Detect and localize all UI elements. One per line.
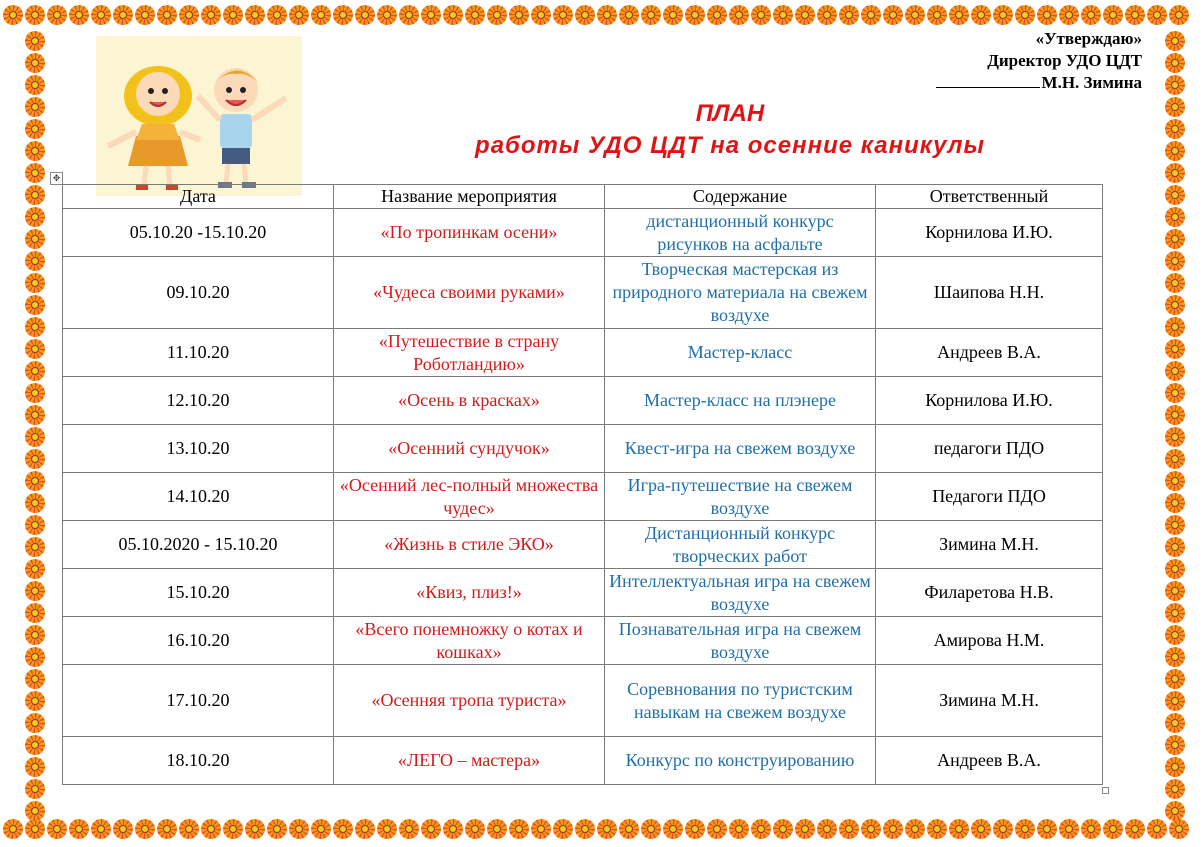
sun-border-icon — [24, 580, 46, 602]
row-responsible: Шаипова Н.Н. — [876, 257, 1103, 329]
table-row — [63, 473, 1103, 521]
approval-line-3 — [936, 72, 1142, 94]
table-row — [63, 521, 1103, 569]
row-date: 13.10.20 — [63, 425, 334, 473]
sun-border-icon — [684, 4, 706, 26]
sun-border-icon — [1164, 162, 1186, 184]
sun-border-icon — [90, 818, 112, 840]
sun-border-icon — [728, 4, 750, 26]
row-event: «Осенний лес-полный множества чудес» — [334, 473, 605, 521]
row-event: «Путешествие в страну Роботландию» — [334, 329, 605, 377]
table-row — [63, 209, 1103, 257]
row-date: 12.10.20 — [63, 377, 334, 425]
sun-border-icon — [1102, 4, 1124, 26]
sun-border-icon — [68, 818, 90, 840]
sun-border-icon — [750, 818, 772, 840]
sun-border-icon — [772, 818, 794, 840]
sun-border-icon — [904, 818, 926, 840]
sun-border-icon — [200, 4, 222, 26]
row-responsible: Зимина М.Н. — [876, 521, 1103, 569]
row-event: «Осенний сундучок» — [334, 425, 605, 473]
row-responsible: Амирова Н.М. — [876, 617, 1103, 665]
sun-border-icon — [24, 602, 46, 624]
sun-border-icon — [24, 206, 46, 228]
sun-border-icon — [662, 4, 684, 26]
sun-border-icon — [398, 4, 420, 26]
row-content: Квест-игра на свежем воздухе — [605, 425, 876, 473]
sun-border-icon — [508, 4, 530, 26]
sun-border-icon — [24, 250, 46, 272]
header-event: Название мероприятия — [334, 185, 605, 209]
sun-border-icon — [860, 4, 882, 26]
sun-border-icon — [24, 690, 46, 712]
sun-border-icon — [24, 118, 46, 140]
sun-border-icon — [2, 4, 24, 26]
sun-border-icon — [1164, 514, 1186, 536]
sun-border-icon — [772, 4, 794, 26]
row-content: Конкурс по конструированию — [605, 737, 876, 785]
sun-border-icon — [288, 818, 310, 840]
sun-border-icon — [244, 818, 266, 840]
sun-border-icon — [24, 448, 46, 470]
table-resize-handle[interactable] — [1102, 787, 1109, 794]
sun-border-icon — [640, 818, 662, 840]
sun-border-icon — [24, 74, 46, 96]
sun-border-icon — [794, 818, 816, 840]
sun-border-icon — [1164, 30, 1186, 52]
sun-border-icon — [1164, 382, 1186, 404]
sun-border-icon — [1164, 668, 1186, 690]
sun-border-icon — [310, 4, 332, 26]
table-row — [63, 377, 1103, 425]
sun-border-icon — [398, 818, 420, 840]
row-date: 14.10.20 — [63, 473, 334, 521]
sun-border-icon — [860, 818, 882, 840]
sun-border-icon — [24, 646, 46, 668]
border-bottom — [2, 818, 1190, 840]
approval-signer: М.Н. Зимина — [1041, 73, 1142, 92]
sun-border-icon — [354, 818, 376, 840]
sun-border-icon — [112, 818, 134, 840]
sun-border-icon — [948, 4, 970, 26]
sun-border-icon — [68, 4, 90, 26]
row-content: Дистанционный конкурс творческих работ — [605, 521, 876, 569]
sun-border-icon — [310, 818, 332, 840]
row-event: «Жизнь в стиле ЭКО» — [334, 521, 605, 569]
sun-border-icon — [926, 818, 948, 840]
sun-border-icon — [178, 4, 200, 26]
sun-border-icon — [640, 4, 662, 26]
sun-border-icon — [24, 30, 46, 52]
row-responsible: педагоги ПДО — [876, 425, 1103, 473]
sun-border-icon — [662, 818, 684, 840]
sun-border-icon — [24, 558, 46, 580]
table-row — [63, 257, 1103, 329]
sun-border-icon — [112, 4, 134, 26]
sun-border-icon — [1164, 800, 1186, 822]
plan-table — [62, 184, 1103, 785]
sun-border-icon — [1164, 74, 1186, 96]
row-date: 09.10.20 — [63, 257, 334, 329]
sun-border-icon — [992, 4, 1014, 26]
row-event: «ЛЕГО – мастера» — [334, 737, 605, 785]
sun-border-icon — [882, 4, 904, 26]
sun-border-icon — [1164, 360, 1186, 382]
sun-border-icon — [24, 668, 46, 690]
sun-border-icon — [1164, 448, 1186, 470]
row-content: Интеллектуальная игра на свежем воздухе — [605, 569, 876, 617]
sun-border-icon — [24, 624, 46, 646]
sun-border-icon — [24, 140, 46, 162]
sun-border-icon — [1124, 4, 1146, 26]
sun-border-icon — [1164, 272, 1186, 294]
sun-border-icon — [1164, 756, 1186, 778]
row-responsible: Андреев В.А. — [876, 737, 1103, 785]
sun-border-icon — [464, 818, 486, 840]
sun-border-icon — [706, 818, 728, 840]
sun-border-icon — [1058, 4, 1080, 26]
sun-border-icon — [178, 818, 200, 840]
sun-border-icon — [618, 818, 640, 840]
sun-border-icon — [1164, 646, 1186, 668]
sun-border-icon — [24, 778, 46, 800]
sun-border-icon — [508, 818, 530, 840]
sun-border-icon — [794, 4, 816, 26]
sun-border-icon — [486, 818, 508, 840]
sun-border-icon — [24, 800, 46, 822]
sun-border-icon — [24, 272, 46, 294]
sun-border-icon — [1164, 206, 1186, 228]
sun-border-icon — [24, 712, 46, 734]
sun-border-icon — [1102, 818, 1124, 840]
sun-border-icon — [200, 818, 222, 840]
sun-border-icon — [1164, 778, 1186, 800]
sun-border-icon — [574, 4, 596, 26]
sun-border-icon — [156, 4, 178, 26]
sun-border-icon — [354, 4, 376, 26]
border-left — [24, 30, 46, 822]
sun-border-icon — [266, 818, 288, 840]
approval-line-2: Директор УДО ЦДТ — [987, 51, 1142, 70]
sun-border-icon — [1164, 96, 1186, 118]
row-date: 15.10.20 — [63, 569, 334, 617]
table-header-row — [63, 185, 1103, 209]
sun-border-icon — [1080, 818, 1102, 840]
sun-border-icon — [24, 96, 46, 118]
row-responsible: Корнилова И.Ю. — [876, 377, 1103, 425]
row-date: 11.10.20 — [63, 329, 334, 377]
sun-border-icon — [926, 4, 948, 26]
sun-border-icon — [244, 4, 266, 26]
sun-border-icon — [24, 426, 46, 448]
sun-border-icon — [288, 4, 310, 26]
sun-border-icon — [706, 4, 728, 26]
sun-border-icon — [1164, 426, 1186, 448]
table-row — [63, 617, 1103, 665]
row-responsible: Корнилова И.Ю. — [876, 209, 1103, 257]
sun-border-icon — [24, 470, 46, 492]
row-date: 05.10.20 -15.10.20 — [63, 209, 334, 257]
sun-border-icon — [1168, 4, 1190, 26]
sun-border-icon — [24, 294, 46, 316]
sun-border-icon — [266, 4, 288, 26]
sun-border-icon — [24, 756, 46, 778]
sun-border-icon — [1164, 404, 1186, 426]
sun-border-icon — [90, 4, 112, 26]
page-title: ПЛАН — [695, 100, 765, 127]
row-event: «Квиз, плиз!» — [334, 569, 605, 617]
sun-border-icon — [2, 818, 24, 840]
row-content: дистанционный конкурс рисунков на асфальте — [605, 209, 876, 257]
sun-border-icon — [838, 818, 860, 840]
table-move-icon[interactable]: ✥ — [50, 172, 63, 185]
row-event: «Всего понемножку о котах и кошках» — [334, 617, 605, 665]
sun-border-icon — [970, 818, 992, 840]
sun-border-icon — [1164, 536, 1186, 558]
sun-border-icon — [24, 228, 46, 250]
sun-border-icon — [1124, 818, 1146, 840]
sun-border-icon — [24, 338, 46, 360]
row-content: Мастер-класс — [605, 329, 876, 377]
sun-border-icon — [332, 818, 354, 840]
kids-illustration — [96, 36, 302, 196]
row-date: 17.10.20 — [63, 665, 334, 737]
sun-border-icon — [442, 818, 464, 840]
sun-border-icon — [1058, 818, 1080, 840]
sun-border-icon — [222, 818, 244, 840]
sun-border-icon — [1014, 818, 1036, 840]
sun-border-icon — [442, 4, 464, 26]
sun-border-icon — [24, 184, 46, 206]
sun-border-icon — [222, 4, 244, 26]
sun-border-icon — [420, 818, 442, 840]
sun-border-icon — [486, 4, 508, 26]
sun-border-icon — [24, 52, 46, 74]
sun-border-icon — [970, 4, 992, 26]
sun-border-icon — [596, 4, 618, 26]
sun-border-icon — [882, 818, 904, 840]
sun-border-icon — [1164, 184, 1186, 206]
sun-border-icon — [24, 360, 46, 382]
sun-border-icon — [750, 4, 772, 26]
sun-border-icon — [24, 316, 46, 338]
header-date: Дата — [63, 185, 334, 209]
sun-border-icon — [1164, 250, 1186, 272]
sun-border-icon — [1164, 294, 1186, 316]
sun-border-icon — [24, 382, 46, 404]
sun-border-icon — [816, 818, 838, 840]
row-content: Игра-путешествие на свежем воздухе — [605, 473, 876, 521]
sun-border-icon — [618, 4, 640, 26]
sun-border-icon — [24, 4, 46, 26]
sun-border-icon — [1036, 4, 1058, 26]
table-row — [63, 665, 1103, 737]
table-row — [63, 329, 1103, 377]
sun-border-icon — [530, 4, 552, 26]
row-date: 16.10.20 — [63, 617, 334, 665]
table-row — [63, 569, 1103, 617]
sun-border-icon — [376, 4, 398, 26]
sun-border-icon — [552, 818, 574, 840]
sun-border-icon — [156, 818, 178, 840]
sun-border-icon — [1164, 492, 1186, 514]
row-content: Соревнования по туристским навыкам на свежем воздухе — [605, 665, 876, 737]
sun-border-icon — [24, 492, 46, 514]
sun-border-icon — [1164, 118, 1186, 140]
row-responsible: Педагоги ПДО — [876, 473, 1103, 521]
sun-border-icon — [1164, 316, 1186, 338]
sun-border-icon — [46, 818, 68, 840]
sun-border-icon — [1164, 712, 1186, 734]
sun-border-icon — [24, 514, 46, 536]
row-responsible: Зимина М.Н. — [876, 665, 1103, 737]
sun-border-icon — [1164, 624, 1186, 646]
row-event: «Чудеса своими руками» — [334, 257, 605, 329]
approval-line-1: «Утверждаю» — [1035, 29, 1142, 48]
sun-border-icon — [1164, 690, 1186, 712]
sun-border-icon — [46, 4, 68, 26]
row-event: «Осень в красках» — [334, 377, 605, 425]
sun-border-icon — [816, 4, 838, 26]
row-event: «По тропинкам осени» — [334, 209, 605, 257]
sun-border-icon — [134, 818, 156, 840]
sun-border-icon — [1080, 4, 1102, 26]
page-subtitle: работы УДО ЦДТ на осенние каникулы — [475, 132, 985, 159]
table-row — [63, 737, 1103, 785]
sun-border-icon — [24, 536, 46, 558]
sun-border-icon — [1164, 734, 1186, 756]
row-responsible: Филаретова Н.В. — [876, 569, 1103, 617]
sun-border-icon — [332, 4, 354, 26]
sun-border-icon — [24, 404, 46, 426]
sun-border-icon — [376, 818, 398, 840]
sun-border-icon — [838, 4, 860, 26]
border-right — [1164, 30, 1186, 822]
sun-border-icon — [1036, 818, 1058, 840]
sun-border-icon — [552, 4, 574, 26]
signature-line — [936, 73, 1040, 88]
row-event: «Осенняя тропа туриста» — [334, 665, 605, 737]
row-responsible: Андреев В.А. — [876, 329, 1103, 377]
sun-border-icon — [1164, 470, 1186, 492]
sun-border-icon — [1164, 228, 1186, 250]
sun-border-icon — [1164, 558, 1186, 580]
row-content: Мастер-класс на плэнере — [605, 377, 876, 425]
sun-border-icon — [1164, 580, 1186, 602]
sun-border-icon — [574, 818, 596, 840]
sun-border-icon — [530, 818, 552, 840]
sun-border-icon — [464, 4, 486, 26]
sun-border-icon — [992, 818, 1014, 840]
sun-border-icon — [420, 4, 442, 26]
header-responsible: Ответственный — [876, 185, 1103, 209]
sun-border-icon — [596, 818, 618, 840]
sun-border-icon — [948, 818, 970, 840]
sun-border-icon — [1164, 52, 1186, 74]
sun-border-icon — [134, 4, 156, 26]
row-date: 05.10.2020 - 15.10.20 — [63, 521, 334, 569]
sun-border-icon — [684, 818, 706, 840]
sun-border-icon — [1164, 602, 1186, 624]
row-content: Творческая мастерская из природного материала на свежем воздухе — [605, 257, 876, 329]
row-content: Познавательная игра на свежем воздухе — [605, 617, 876, 665]
header-content: Содержание — [605, 185, 876, 209]
sun-border-icon — [24, 734, 46, 756]
approval-block — [936, 28, 1142, 94]
sun-border-icon — [1146, 4, 1168, 26]
sun-border-icon — [1164, 140, 1186, 162]
sun-border-icon — [1164, 338, 1186, 360]
sun-border-icon — [1014, 4, 1036, 26]
sun-border-icon — [728, 818, 750, 840]
border-top — [2, 4, 1190, 26]
sun-border-icon — [904, 4, 926, 26]
table-row — [63, 425, 1103, 473]
row-date: 18.10.20 — [63, 737, 334, 785]
sun-border-icon — [24, 162, 46, 184]
